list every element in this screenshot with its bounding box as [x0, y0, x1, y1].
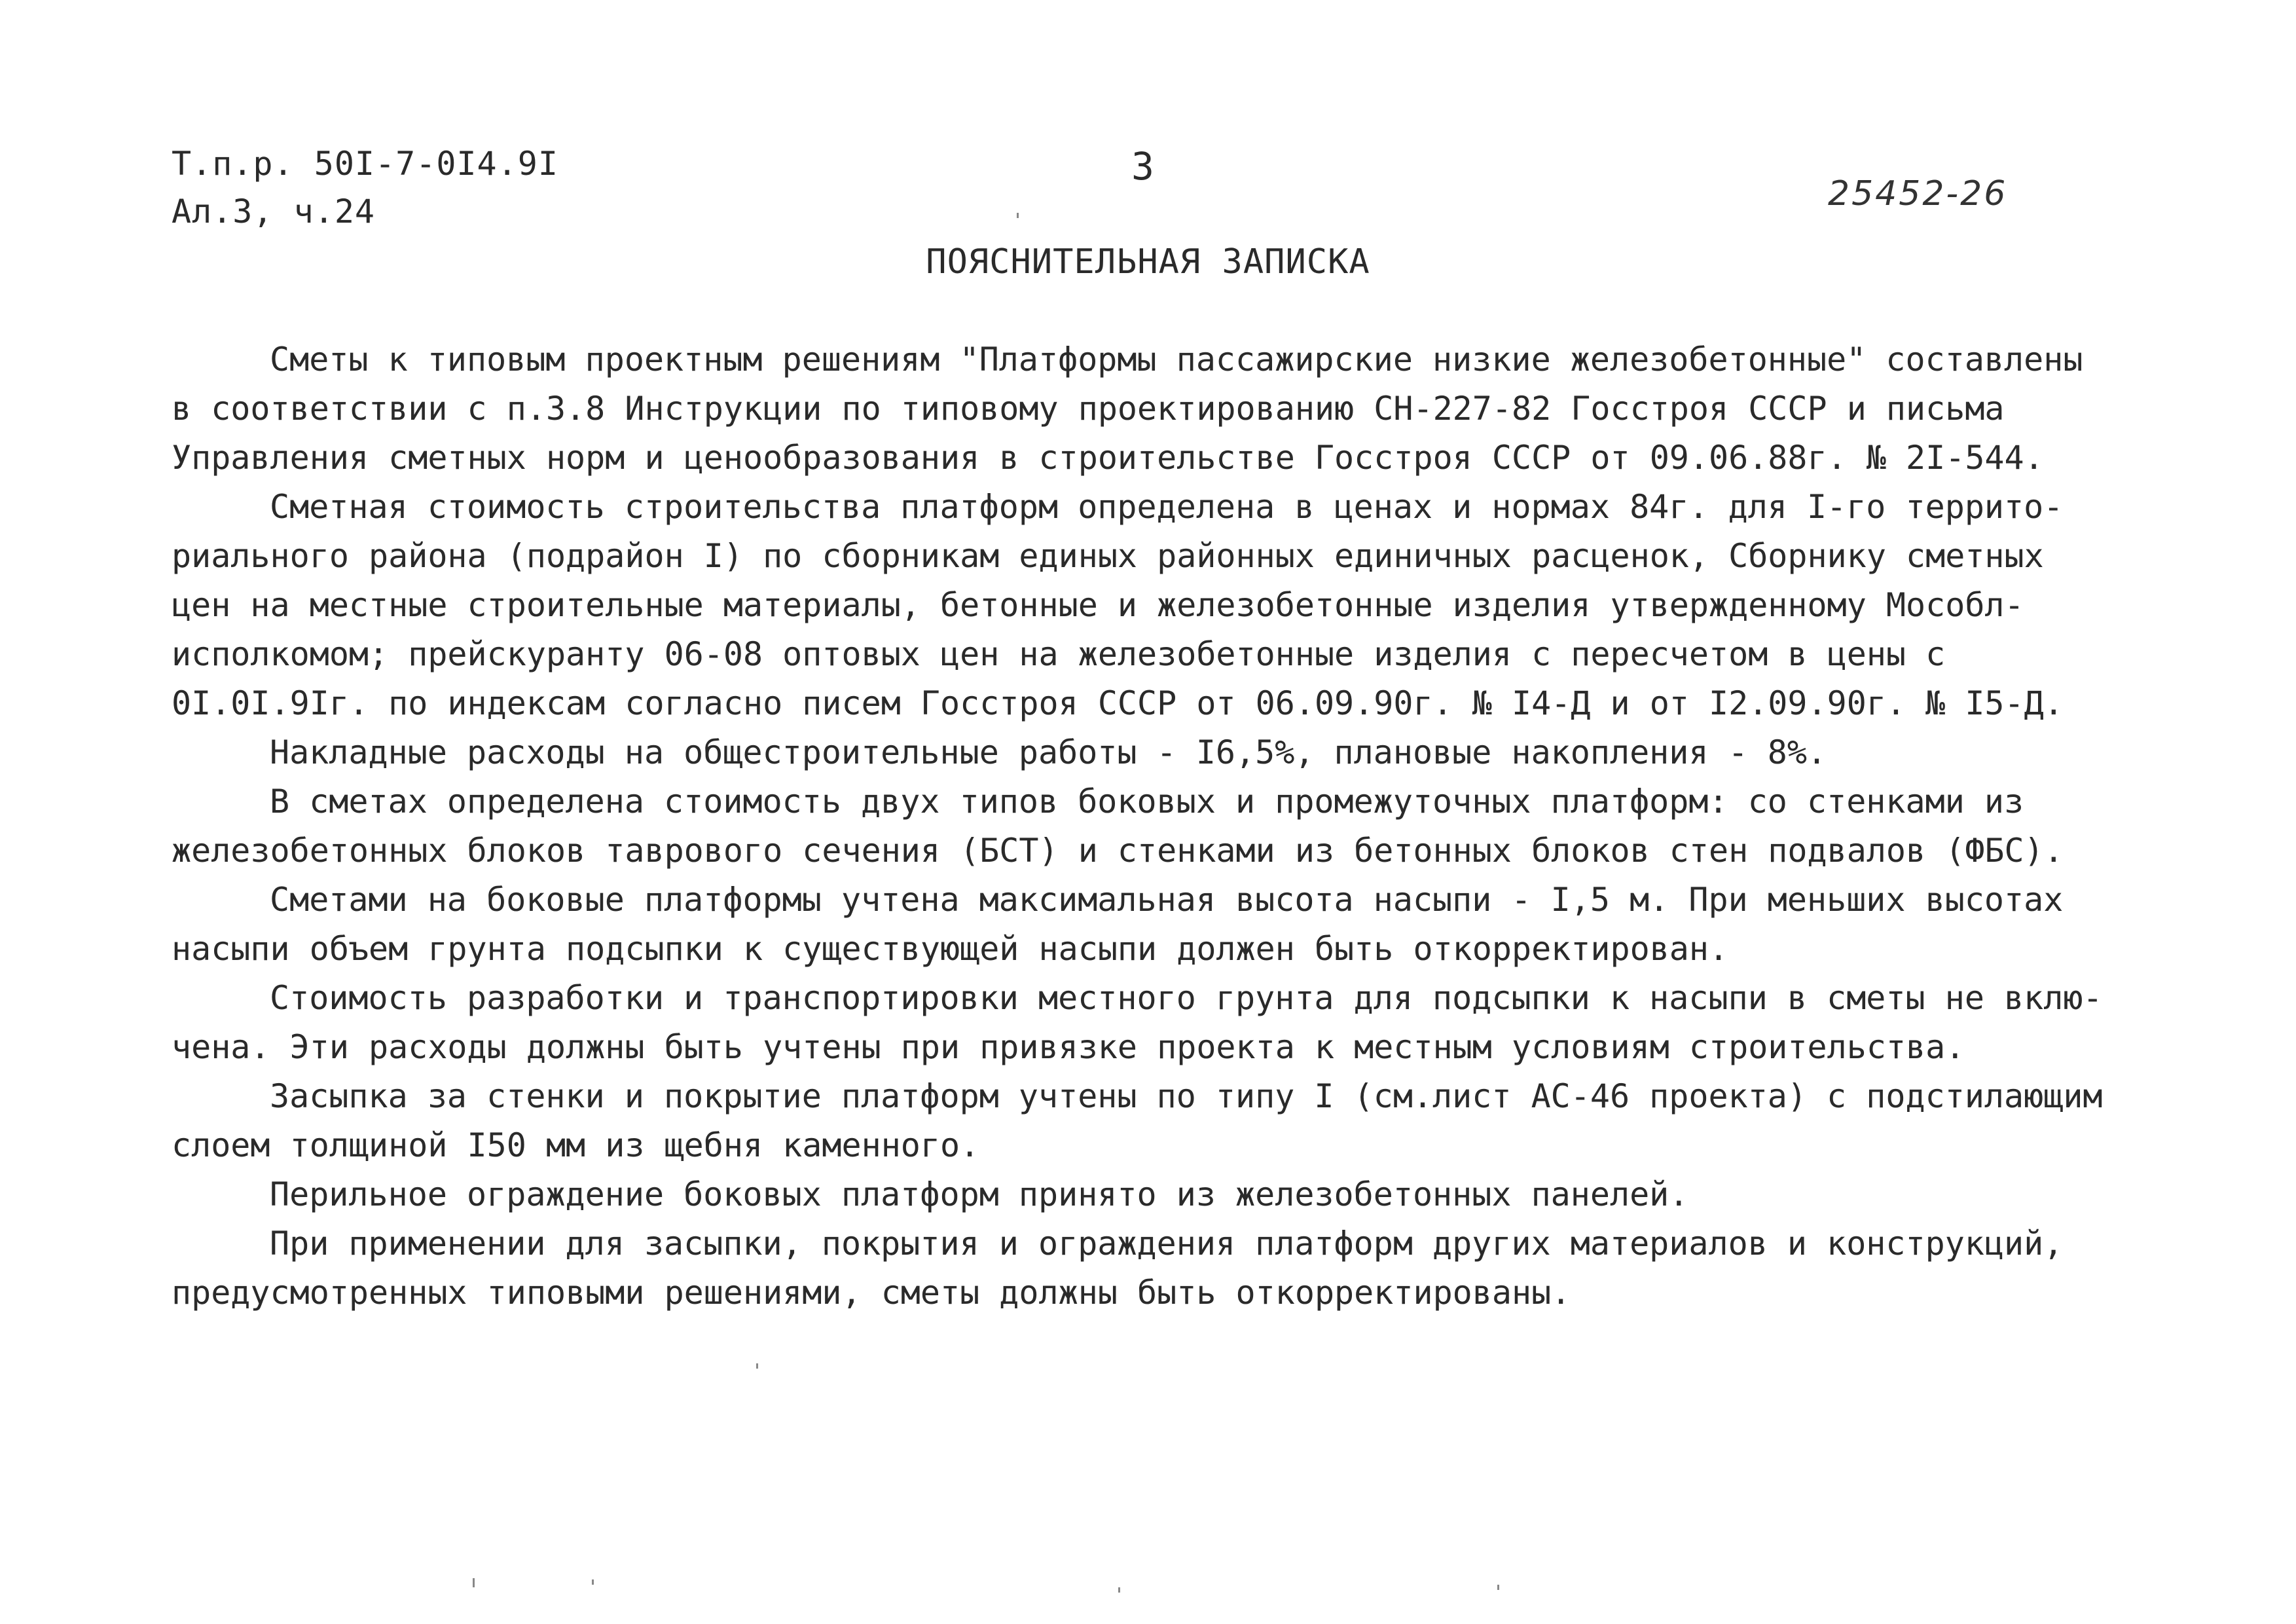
page-number: 3	[1131, 144, 1155, 189]
text-line: При применении для засыпки, покрытия и ограждения платформ других материалов и конструкций,	[270, 1225, 2064, 1263]
scan-speck	[473, 1578, 475, 1587]
scan-speck	[756, 1363, 758, 1369]
text-line: чена. Эти расходы должны быть учтены при привязке проекта к местным условиям строительства.	[172, 1028, 1965, 1066]
scan-speck	[592, 1579, 594, 1585]
text-line: в соответствии с п.3.8 Инструкции по типовому проектированию СН-227-82 Госстроя СССР и письма	[172, 390, 2005, 428]
document-title: ПОЯСНИТЕЛЬНАЯ ЗАПИСКА	[926, 242, 1370, 282]
scan-speck	[1118, 1587, 1120, 1593]
text-line: Управления сметных норм и ценообразования в строительстве Госстроя СССР от 09.06.88г. № 2I-544.	[172, 439, 2044, 477]
explanatory-note-body	[172, 335, 2175, 1318]
inventory-stamp-number: 25452-26	[1828, 174, 2008, 213]
text-line: цен на местные строительные материалы, бетонные и железобетонные изделия утвержденному Мособл-	[172, 586, 2024, 624]
text-line: насыпи объем грунта подсыпки к существующей насыпи должен быть откорректирован.	[172, 930, 1729, 968]
text-line: Накладные расходы на общестроительные работы - I6,5%, плановые накопления - 8%.	[270, 733, 1827, 771]
text-line: Сметами на боковые платформы учтена максимальная высота насыпи - I,5 м. При меньших высотах	[270, 881, 2064, 919]
text-line: риального района (подрайон I) по сборникам единых районных единичных расценок, Сборнику сметных	[172, 537, 2044, 575]
text-line: исполкомом; прейскуранту 06-08 оптовых цен на железобетонные изделия с пересчетом в цены с	[172, 635, 1946, 673]
text-line: железобетонных блоков таврового сечения (БСТ) и стенками из бетонных блоков стен подвалов (ФБС).	[172, 832, 2064, 870]
text-line: Перильное ограждение боковых платформ принято из железобетонных панелей.	[270, 1175, 1689, 1213]
text-line: Засыпка за стенки и покрытие платформ учтены по типу I (см.лист АС-46 проекта) с подстилающим	[270, 1077, 2103, 1115]
text-line: В сметах определена стоимость двух типов боковых и промежуточных платформ: со стенками из	[270, 783, 2024, 821]
text-line: Сметная стоимость строительства платформ определена в ценах и нормах 84г. для I-го террито-	[270, 488, 2064, 526]
text-line: Сметы к типовым проектным решениям "Платформы пассажирские низкие железобетонные" составлены	[270, 341, 2083, 378]
text-line: слоем толщиной I50 мм из щебня каменного.	[172, 1126, 980, 1164]
scan-speck	[1497, 1585, 1499, 1590]
text-line: 0I.0I.9Iг. по индексам согласно писем Госстроя СССР от 06.09.90г. № I4-Д и от I2.09.90г. № I5-Д.	[172, 684, 2064, 722]
document-code: Т.п.р. 50I-7-0I4.9I	[172, 145, 558, 183]
text-line: предусмотренных типовыми решениями, сметы должны быть откорректированы.	[172, 1274, 1571, 1312]
scan-speck	[1017, 213, 1019, 218]
text-line: Стоимость разработки и транспортировки местного грунта для подсыпки к насыпи в сметы не вклю-	[270, 979, 2103, 1017]
album-part-label: Ал.3, ч.24	[172, 193, 376, 231]
